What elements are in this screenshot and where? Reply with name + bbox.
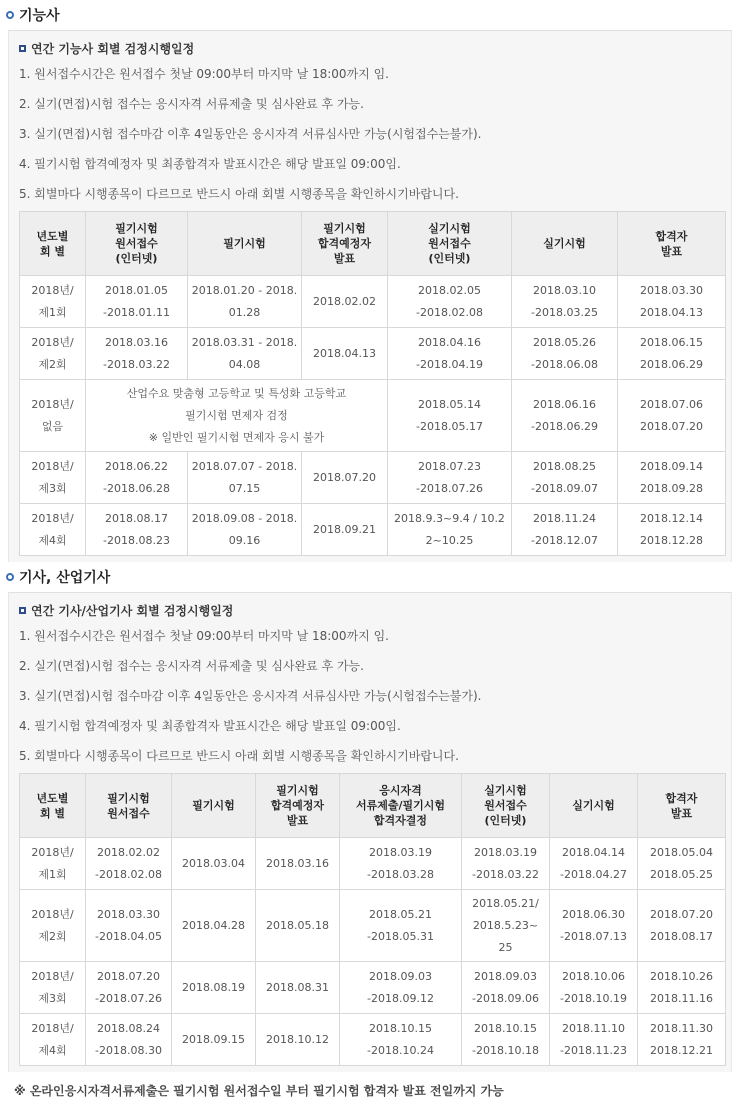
circle-bullet-icon: [6, 11, 14, 19]
note-item: 3. 실기(면접)시험 접수마감 이후 4일동안은 응시자격 서류심사만 가능(시험접수는불가).: [19, 689, 482, 703]
table-cell: 2018.08.17 -2018.08.23: [86, 504, 188, 556]
table-cell: 2018.05.14 -2018.05.17: [388, 380, 512, 452]
table-cell: 2018.01.05 -2018.01.11: [86, 276, 188, 328]
table-cell: 2018.08.19: [172, 962, 256, 1014]
table-cell: 2018년/ 제2회: [20, 890, 86, 962]
table-cell: 2018.06.22 -2018.06.28: [86, 452, 188, 504]
table-cell: 2018.06.15 2018.06.29: [618, 328, 726, 380]
table-cell: 2018.09.08 - 2018. 09.16: [188, 504, 302, 556]
table-header-row: [20, 774, 726, 838]
table-cell: 2018.02.02 -2018.02.08: [86, 838, 172, 890]
section-title: 기사, 산업기사: [19, 570, 111, 586]
table-cell: 2018.07.06 2018.07.20: [618, 380, 726, 452]
table-cell: 2018.02.02: [302, 276, 388, 328]
table-cell: 2018.07.20: [302, 452, 388, 504]
footnote: ※ 온라인응시자격서류제출은 필기시험 원서접수일 부터 필기시험 합격자 발표 전일까지 가능: [14, 1084, 504, 1098]
table-row: [20, 962, 726, 1014]
column-header: 필기시험 합격예정자 발표: [256, 774, 340, 838]
table-cell: 2018.11.10 -2018.11.23: [550, 1014, 638, 1066]
table-cell: 2018.04.14 -2018.04.27: [550, 838, 638, 890]
section-title: 기능사: [19, 8, 60, 24]
table-cell: 2018년/ 제3회: [20, 962, 86, 1014]
column-header: 필기시험: [172, 774, 256, 838]
section-box: [8, 592, 732, 1072]
table-cell: 2018.9.3~9.4 / 10.2 2~10.25: [388, 504, 512, 556]
table-cell: 2018.09.14 2018.09.28: [618, 452, 726, 504]
section-engineer: [0, 562, 740, 1099]
table-cell: 2018.03.04: [172, 838, 256, 890]
column-header: 합격자 발표: [618, 212, 726, 276]
table-cell: 2018.03.19 -2018.03.28: [340, 838, 462, 890]
table-cell: 2018.03.16 -2018.03.22: [86, 328, 188, 380]
table-cell: 2018년/ 제3회: [20, 452, 86, 504]
table-cell: 2018.09.03 -2018.09.12: [340, 962, 462, 1014]
column-header: 필기시험 원서접수: [86, 774, 172, 838]
table-cell: 2018.09.21: [302, 504, 388, 556]
table-cell: 2018.01.20 - 2018. 01.28: [188, 276, 302, 328]
table-cell: 2018년/ 제4회: [20, 1014, 86, 1066]
table-cell: 2018.05.04 2018.05.25: [638, 838, 726, 890]
table-cell: 2018년/ 제4회: [20, 504, 86, 556]
table-cell: 2018.09.15: [172, 1014, 256, 1066]
table-cell: 2018.11.30 2018.12.21: [638, 1014, 726, 1066]
table-cell: 2018년/ 없음: [20, 380, 86, 452]
table-cell: 2018.03.10 -2018.03.25: [512, 276, 618, 328]
note-item: 1. 원서접수시간은 원서접수 첫날 09:00부터 마지막 날 18:00까지 임.: [19, 629, 389, 643]
column-header: 필기시험: [188, 212, 302, 276]
table-cell: 2018.10.12: [256, 1014, 340, 1066]
table-cell: 2018.10.15 -2018.10.24: [340, 1014, 462, 1066]
note-item: 2. 실기(면접)시험 접수는 응시자격 서류제출 및 심사완료 후 가능.: [19, 97, 364, 111]
table-cell: 2018.12.14 2018.12.28: [618, 504, 726, 556]
circle-bullet-icon: [6, 573, 14, 581]
schedule-table: [19, 773, 726, 1066]
square-bullet-icon: [19, 45, 26, 52]
column-header: 실기시험 원서접수 (인터넷): [462, 774, 550, 838]
table-cell: 2018년/ 제1회: [20, 838, 86, 890]
schedule-table: [19, 211, 726, 556]
table-cell: 2018.04.16 -2018.04.19: [388, 328, 512, 380]
table-cell: 2018.04.13: [302, 328, 388, 380]
table-row: [20, 276, 726, 328]
note-item: 5. 회별마다 시행종목이 다르므로 반드시 아래 회별 시행종목을 확인하시기바랍니다.: [19, 749, 459, 763]
section-box: [8, 30, 732, 562]
note-item: 4. 필기시험 합격예정자 및 최종합격자 발표시간은 해당 발표일 09:00임.: [19, 157, 401, 171]
table-cell: 2018.02.05 -2018.02.08: [388, 276, 512, 328]
note-item: 5. 회별마다 시행종목이 다르므로 반드시 아래 회별 시행종목을 확인하시기바랍니다.: [19, 187, 459, 201]
note-item: 4. 필기시험 합격예정자 및 최종합격자 발표시간은 해당 발표일 09:00임.: [19, 719, 401, 733]
table-row: [20, 452, 726, 504]
table-cell: 2018.05.21 -2018.05.31: [340, 890, 462, 962]
table-header-row: [20, 212, 726, 276]
column-header: 실기시험: [550, 774, 638, 838]
table-row: [20, 504, 726, 556]
table-cell: 2018.08.25 -2018.09.07: [512, 452, 618, 504]
table-cell: 2018.04.28: [172, 890, 256, 962]
table-cell: 2018.08.24 -2018.08.30: [86, 1014, 172, 1066]
column-header: 필기시험 원서접수 (인터넷): [86, 212, 188, 276]
table-cell: 2018.05.21/ 2018.5.23~ 25: [462, 890, 550, 962]
table-cell: 2018.05.18: [256, 890, 340, 962]
table-cell: 2018년/ 제1회: [20, 276, 86, 328]
square-bullet-icon: [19, 607, 26, 614]
column-header: 년도별 회 별: [20, 212, 86, 276]
sub-title: 연간 기능사 회별 검정시행일정: [31, 41, 195, 56]
column-header: 응시자격 서류제출/필기시험 합격자결정: [340, 774, 462, 838]
table-cell: 2018.06.30 -2018.07.13: [550, 890, 638, 962]
table-cell: 2018.07.20 -2018.07.26: [86, 962, 172, 1014]
table-row: [20, 890, 726, 962]
table-row: [20, 838, 726, 890]
table-cell: 2018.05.26 -2018.06.08: [512, 328, 618, 380]
table-cell: 2018.10.26 2018.11.16: [638, 962, 726, 1014]
table-cell: 2018.09.03 -2018.09.06: [462, 962, 550, 1014]
sub-header: [19, 37, 721, 59]
table-cell: 2018.10.15 -2018.10.18: [462, 1014, 550, 1066]
column-header: 합격자 발표: [638, 774, 726, 838]
section-header: [0, 562, 740, 592]
table-cell: 2018.07.07 - 2018. 07.15: [188, 452, 302, 504]
table-cell: 2018.07.23 -2018.07.26: [388, 452, 512, 504]
table-row: [20, 1014, 726, 1066]
column-header: 필기시험 합격예정자 발표: [302, 212, 388, 276]
column-header: 실기시험 원서접수 (인터넷): [388, 212, 512, 276]
table-row: [20, 380, 726, 452]
sub-header: [19, 599, 721, 621]
table-cell: 2018.03.30 2018.04.13: [618, 276, 726, 328]
note-item: 2. 실기(면접)시험 접수는 응시자격 서류제출 및 심사완료 후 가능.: [19, 659, 364, 673]
note-item: 1. 원서접수시간은 원서접수 첫날 09:00부터 마지막 날 18:00까지 임.: [19, 67, 389, 81]
column-header: 년도별 회 별: [20, 774, 86, 838]
table-cell: 2018.03.19 -2018.03.22: [462, 838, 550, 890]
table-cell: 2018.03.16: [256, 838, 340, 890]
table-cell: 2018.03.31 - 2018. 04.08: [188, 328, 302, 380]
table-cell: 2018년/ 제2회: [20, 328, 86, 380]
sub-title: 연간 기사/산업기사 회별 검정시행일정: [31, 603, 234, 618]
table-cell: 2018.06.16 -2018.06.29: [512, 380, 618, 452]
table-cell: 2018.10.06 -2018.10.19: [550, 962, 638, 1014]
section-header: [0, 0, 740, 30]
table-cell: 2018.03.30 -2018.04.05: [86, 890, 172, 962]
table-row: [20, 328, 726, 380]
table-cell: 2018.08.31: [256, 962, 340, 1014]
table-cell: 2018.07.20 2018.08.17: [638, 890, 726, 962]
table-cell-merged: 산업수요 맞춤형 고등학교 및 특성화 고등학교 필기시험 면제자 검정 ※ 일반인 필기시험 면제자 응시 불가: [86, 380, 388, 452]
note-item: 3. 실기(면접)시험 접수마감 이후 4일동안은 응시자격 서류심사만 가능(시험접수는불가).: [19, 127, 482, 141]
table-cell: 2018.11.24 -2018.12.07: [512, 504, 618, 556]
column-header: 실기시험: [512, 212, 618, 276]
